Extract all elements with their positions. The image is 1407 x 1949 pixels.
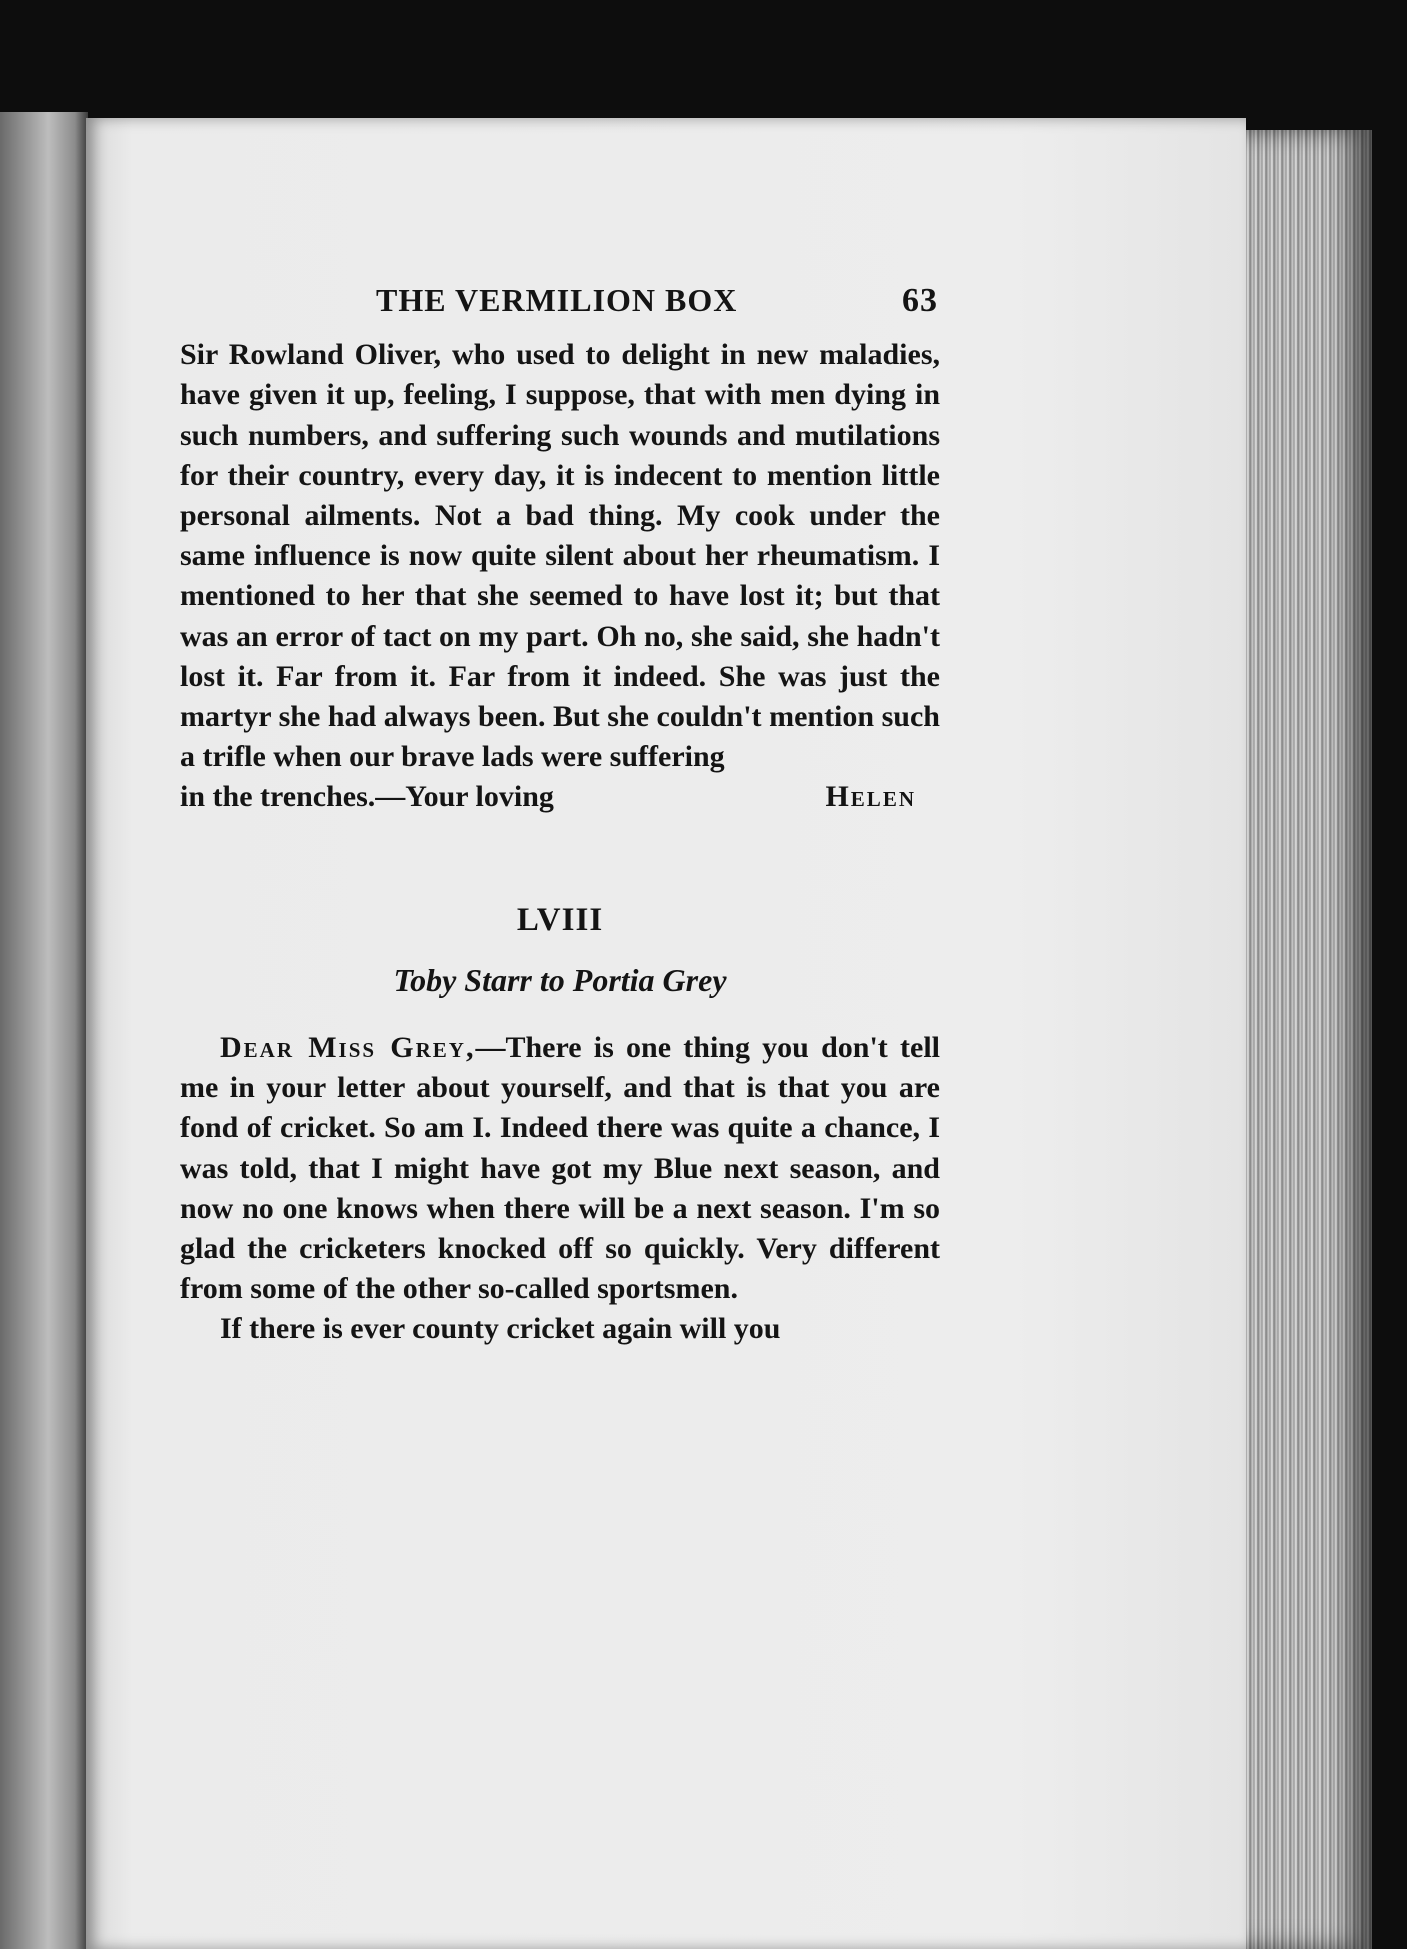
left-page-edge <box>0 112 88 1949</box>
letter-salutation: Dear Miss Grey, <box>220 1031 476 1065</box>
letter-end-closing-line <box>180 777 940 817</box>
letter-paragraph-1-text: —There is one thing you don't tell me in your letter about yourself, and that is that you are fond of cricket. So am I. Indeed there was quite a chance, I was told, that I might have got my Blue next season, and now no one knows when there will be a next season. I'm so glad the cricketers knocked off so quickly. Very different from some of the other so-called sportsmen. <box>180 1031 940 1306</box>
letter-paragraph-1 <box>180 1028 940 1309</box>
letter-paragraph-2: If there is ever county cricket again will you <box>220 1312 781 1346</box>
letter-end-closing: in the trenches.—Your loving <box>180 780 554 814</box>
chapter-number: LVIII <box>516 901 604 938</box>
letter-end-signature: Helen <box>825 780 916 814</box>
running-head <box>180 280 940 321</box>
letter-end-body: Sir Rowland Oliver, who used to delight in new maladies, have given it up, feeling, I suppose, that with men dying in such numbers, and suffering such wounds and mutilations for their country, every day, it is indecent to mention little personal ailments. Not a bad thing. My cook under the same influence is now quite silent about her rheumatism. I mentioned to her that she seemed to have lost it; but that was an error of tact on my part. Oh no, she said, she hadn't lost it. Far from it. Far from it indeed. She was just the martyr she had always been. But she couldn't mention such a trifle when our brave lads were suffering <box>180 338 940 774</box>
page-text <box>180 280 940 1350</box>
page-number: 63 <box>902 282 938 319</box>
running-head-title: THE VERMILION BOX <box>376 282 738 318</box>
chapter-subtitle: Toby Starr to Portia Grey <box>393 961 727 998</box>
